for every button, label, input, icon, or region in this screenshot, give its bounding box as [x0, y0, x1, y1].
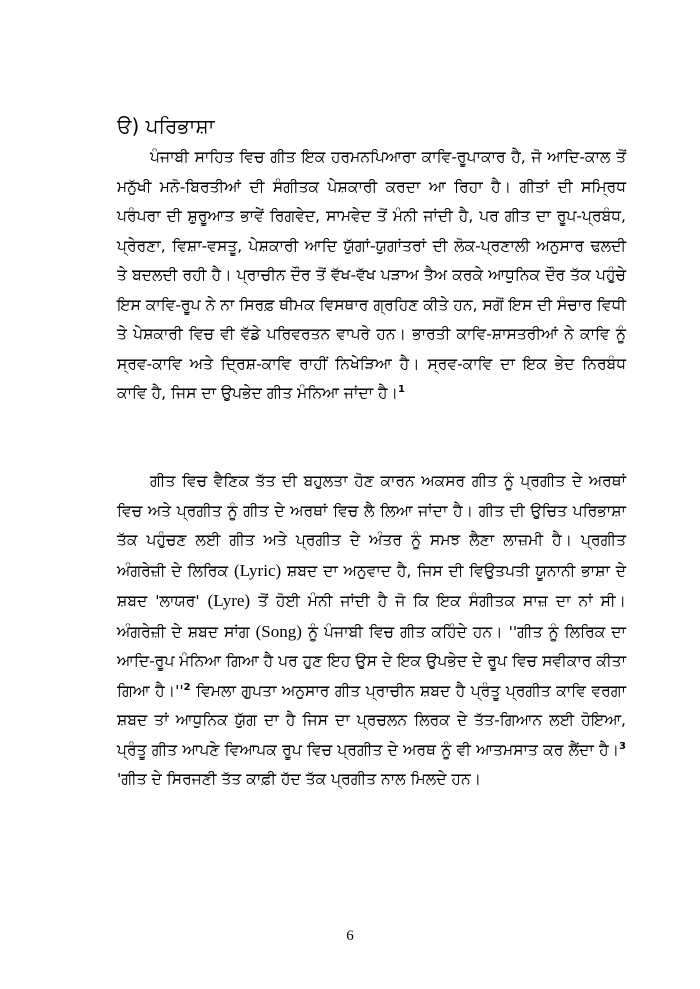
paragraph-text: ਨੂੰ ਪੰਜਾਬੀ ਵਿਚ ਗੀਤ ਕਹਿੰਦੇ ਹਨ। ''ਗੀਤ ਨੂੰ ਲਿਰਿਕ ਦਾ ਆਦਿ-ਰੂਪ ਮੰਨਿਆ ਗਿਆ ਹੈ ਪਰ ਹੁਣ ਇਹ ਉਸ ਦੇ ਇਕ ਉਪਭੇਦ ਦੇ ਰੂਪ ਵਿਚ ਸਵੀਕਾਰ ਕੀਤਾ ਗਿਆ ਹੈ।''	[117, 622, 626, 700]
footnote-marker: 3	[619, 740, 626, 752]
section-heading: ੳ) ਪਰਿਭਾਸ਼ਾ	[117, 114, 215, 138]
page-number: 6	[346, 928, 354, 944]
paragraph-text: ਗੀਤ ਵਿਚ ਵੈਣਿਕ ਤੱਤ ਦੀ ਬਹੁਲਤਾ ਹੋਣ ਕਾਰਨ ਅਕਸਰ ਗੀਤ ਨੂੰ ਪ੍ਰਗੀਤ ਦੇ ਅਰਥਾਂ ਵਿਚ ਅਤੇ ਪ੍ਰਗੀਤ ਨੂੰ ਗੀਤ ਦੇ ਅਰਥਾਂ ਵਿਚ ਲੈ ਲਿਆ ਜਾਂਦਾ ਹੈ। ਗੀਤ ਦੀ ਉਚਿਤ ਪਰਿਭਾਸ਼ਾ ਤੱਕ ਪਹੁੰਚਣ ਲਈ ਗੀਤ ਅਤੇ ਪ੍ਰਗੀਤ ਦੇ ਅੰਤਰ ਨੂੰ ਸਮਝ ਲੈਣਾ ਲਾਜ਼ਮੀ ਹੈ। ਪ੍ਰਗੀਤ ਅੰਗਰੇਜ਼ੀ ਦੇ ਲਿਰਿਕ	[117, 472, 626, 580]
latin-term-lyre: (Lyre)	[207, 591, 251, 610]
footnote-marker: 2	[183, 681, 191, 693]
paragraph-text: ਸ਼ਬਦ ਦਾ ਅਨੁਵਾਦ ਹੈ, ਜਿਸ ਦੀ ਵਿਉਤਪਤੀ ਯੂਨਾਨੀ ਭਾਸ਼ਾ ਦੇ ਸ਼ਬਦ 'ਲਾਯਰ'	[117, 561, 626, 610]
paragraph-definition-intro	[117, 143, 626, 409]
footnote-marker: 1	[397, 383, 405, 395]
latin-term-lyric: (Lyric)	[233, 560, 282, 580]
paragraph-text: ਤੋਂ ਹੋਈ ਮੰਨੀ ਜਾਂਦੀ ਹੈ ਜੋ ਕਿ ਇਕ ਸੰਗੀਤਕ ਸਾਜ਼ ਦਾ ਨਾਂ ਸੀ। ਅੰਗਰੇਜ਼ੀ ਦੇ ਸ਼ਬਦ ਸਾਂਗ	[117, 592, 626, 641]
latin-term-song: (Song)	[255, 621, 302, 641]
paragraph-text: ਵਿਮਲਾ ਗੁਪਤਾ ਅਨੁਸਾਰ ਗੀਤ ਪ੍ਰਾਚੀਨ ਸ਼ਬਦ ਹੈ ਪ੍ਰੰਤੂ ਪ੍ਰਗੀਤ ਕਾਵਿ ਵਰਗਾ ਸ਼ਬਦ ਤਾਂ ਆਧੁਨਿਕ ਯੁੱਗ ਦਾ ਹੈ ਜਿਸ ਦਾ ਪ੍ਰਚਲਨ ਲਿਰਕ ਦੇ ਤੱਤ-ਗਿਆਨ ਲਈ ਹੋਇਆ, ਪ੍ਰੰਤੂ ਗੀਤ ਆਪਣੇ ਵਿਆਪਕ ਰੂਪ ਵਿਚ ਪ੍ਰਗੀਤ ਦੇ ਅਰਥ ਨੂੰ ਵੀ ਆਤਮਸਾਤ ਕਰ ਲੈਂਦਾ ਹੈ।	[117, 681, 627, 759]
paragraph-text: 'ਗੀਤ ਦੇ ਸਿਰਜਣੀ ਤੱਤ ਕਾਫ਼ੀ ਹੱਦ ਤੱਕ ਪ੍ਰਗੀਤ ਨਾਲ ਮਿਲਦੇ ਹਨ।	[117, 770, 482, 788]
paragraph-text: ਪੰਜਾਬੀ ਸਾਹਿਤ ਵਿਚ ਗੀਤ ਇਕ ਹਰਮਨਪਿਆਰਾ ਕਾਵਿ-ਰੂਪਾਕਾਰ ਹੈ, ਜੋ ਆਦਿ-ਕਾਲ ਤੋਂ ਮਨੁੱਖੀ ਮਨੋ-ਬਿਰਤੀਆਂ ਦੀ ਸੰਗੀਤਕ ਪੇਸ਼ਕਾਰੀ ਕਰਦਾ ਆ ਰਿਹਾ ਹੈ। ਗੀਤਾਂ ਦੀ ਸਮ੍ਰਿਧ ਪਰੰਪਰਾ ਦੀ ਸ਼ੁਰੂਆਤ ਭਾਵੇਂ ਰਿਗਵੇਦ, ਸਾਮਵੇਦ ਤੋਂ ਮੰਨੀ ਜਾਂਦੀ ਹੈ, ਪਰ ਗੀਤ ਦਾ ਰੂਪ-ਪ੍ਰਬੰਧ, ਪ੍ਰੇਰਣਾ, ਵਿਸ਼ਾ-ਵਸਤੂ, ਪੇਸ਼ਕਾਰੀ ਆਦਿ ਯੁੱਗਾਂ-ਯੁਗਾਂਤਰਾਂ ਦੀ ਲੋਕ-ਪ੍ਰਣਾਲੀ ਅਨੁਸਾਰ ਢਲਦੀ ਤੇ ਬਦਲਦੀ ਰਹੀ ਹੈ। ਪ੍ਰਾਚੀਨ ਦੌਰ ਤੋਂ ਵੱਖ-ਵੱਖ ਪੜਾਅ ਤੈਅ ਕਰਕੇ ਆਧੁਨਿਕ ਦੌਰ ਤੱਕ ਪਹੁੰਚੇ ਇਸ ਕਾਵਿ-ਰੂਪ ਨੇ ਨਾ ਸਿਰਫ਼ ਥੀਮਕ ਵਿਸਥਾਰ ਗ੍ਰਹਿਣ ਕੀਤੇ ਹਨ, ਸਗੋਂ ਇਸ ਦੀ ਸੰਚਾਰ ਵਿਧੀ ਤੇ ਪੇਸ਼ਕਾਰੀ ਵਿਚ ਵੀ ਵੱਡੇ ਪਰਿਵਰਤਨ ਵਾਪਰੇ ਹਨ। ਭਾਰਤੀ ਕਾਵਿ-ਸ਼ਾਸਤਰੀਆਂ ਨੇ ਕਾਵਿ ਨੂੰ ਸ੍ਰਵ-ਕਾਵਿ ਅਤੇ ਦ੍ਰਿਸ਼-ਕਾਵਿ ਰਾਹੀਂ ਨਿਖੇੜਿਆ ਹੈ। ਸ੍ਰਵ-ਕਾਵਿ ਦਾ ਇਕ ਭੇਦ ਨਿਰਬੰਧ ਕਾਵਿ ਹੈ, ਜਿਸ ਦਾ ਉਪਭੇਦ ਗੀਤ ਮੰਨਿਆ ਜਾਂਦਾ ਹੈ।	[117, 148, 626, 402]
paragraph-geet-pargeet	[117, 467, 626, 795]
